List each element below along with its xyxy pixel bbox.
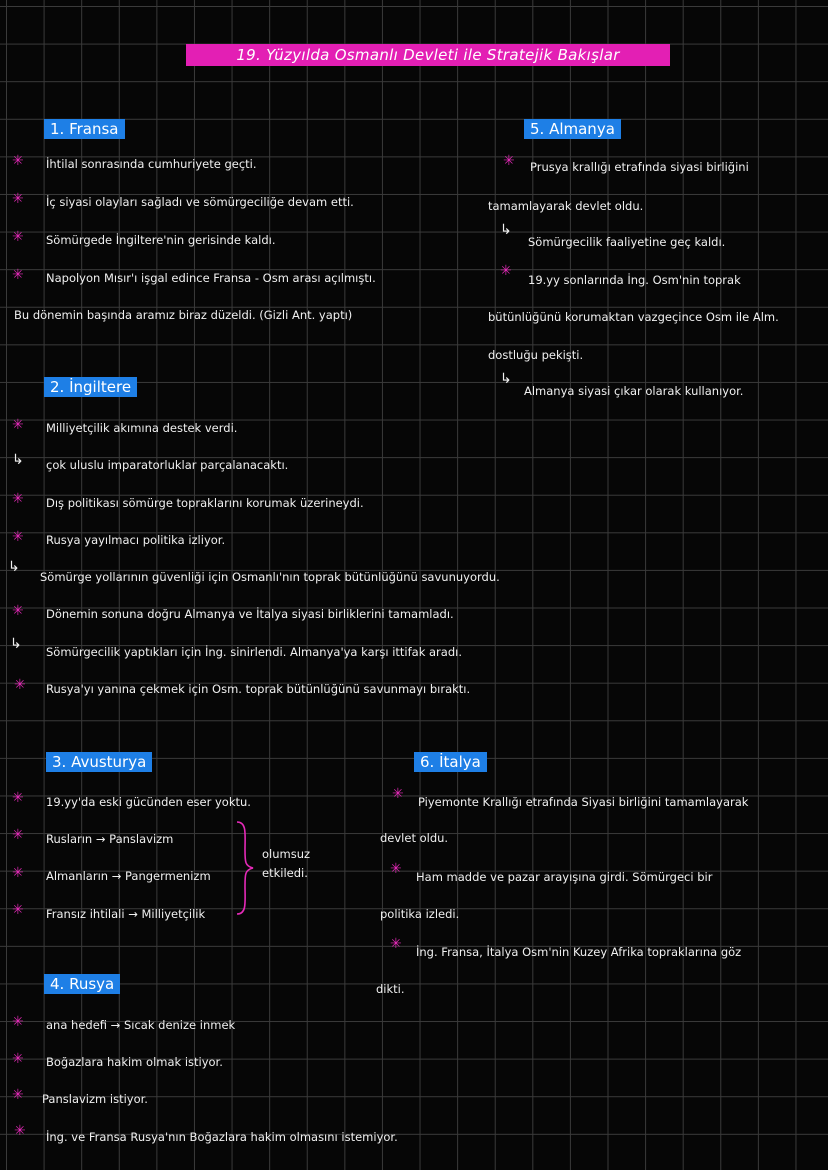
almanya-line-4: 19.yy sonlarında İng. Osm'nin toprak [528, 273, 741, 287]
avusturya-line-3: Almanların → Pangermenizm [46, 869, 211, 883]
italya-line-3: Ham madde ve pazar arayışına girdi. Sömürgeci bir [416, 870, 713, 884]
star-bullet-icon: ✳ [390, 861, 402, 877]
star-bullet-icon: ✳ [12, 603, 24, 619]
rusya-line-1: ana hedefi → Sıcak denize inmek [46, 1018, 236, 1032]
ingiltere-line-1: Milliyetçilik akımına destek verdi. [46, 421, 238, 435]
ingiltere-line-3: Dış politikası sömürge topraklarını korumak üzerineydi. [46, 496, 364, 510]
section-heading-rusya: 4. Rusya [44, 974, 120, 994]
fransa-line-1: İhtilal sonrasında cumhuriyete geçti. [46, 157, 257, 171]
star-bullet-icon: ✳ [392, 786, 404, 802]
ingiltere-line-4: Rusya yayılmacı politika izliyor. [46, 533, 226, 547]
ingiltere-line-2: çok uluslu imparatorluklar parçalanacaktı. [46, 458, 289, 472]
brace-note-1: olumsuz [262, 847, 311, 861]
star-bullet-icon: ✳ [503, 153, 515, 169]
ingiltere-line-8: Rusya'yı yanına çekmek için Osm. toprak bütünlüğünü savunmayı bıraktı. [46, 682, 471, 696]
star-bullet-icon: ✳ [12, 529, 24, 545]
avusturya-line-4: Fransız ihtilali → Milliyetçilik [46, 907, 206, 921]
section-heading-ingiltere: 2. İngiltere [44, 377, 137, 397]
ingiltere-line-6: Dönemin sonuna doğru Almanya ve İtalya siyasi birliklerini tamamladı. [46, 607, 454, 621]
turn-arrow-icon: ↳ [10, 636, 22, 652]
star-bullet-icon: ✳ [12, 267, 24, 283]
italya-line-1: Piyemonte Krallığı etrafında Siyasi birliğini tamamlayarak [418, 795, 749, 809]
fransa-line-3: Sömürgede İngiltere'nin gerisinde kaldı. [46, 233, 276, 247]
curly-brace-icon [233, 820, 255, 916]
almanya-line-2: tamamlayarak devlet oldu. [488, 199, 644, 213]
ingiltere-line-5: Sömürge yollarının güvenliği için Osmanlı'nın toprak bütünlüğünü savunuyordu. [40, 570, 500, 584]
star-bullet-icon: ✳ [12, 229, 24, 245]
star-bullet-icon: ✳ [14, 1123, 26, 1139]
rusya-line-4: İng. ve Fransa Rusya'nın Boğazlara hakim olmasını istemiyor. [46, 1130, 398, 1144]
star-bullet-icon: ✳ [12, 902, 24, 918]
turn-arrow-icon: ↳ [500, 222, 512, 238]
rusya-line-3: Panslavizm istiyor. [42, 1092, 148, 1106]
star-bullet-icon: ✳ [12, 191, 24, 207]
star-bullet-icon: ✳ [12, 1087, 24, 1103]
almanya-line-3: Sömürgecilik faaliyetine geç kaldı. [528, 235, 726, 249]
rusya-line-2: Boğazlara hakim olmak istiyor. [46, 1055, 223, 1069]
star-bullet-icon: ✳ [12, 417, 24, 433]
section-heading-italya: 6. İtalya [414, 752, 487, 772]
fransa-line-2: İç siyasi olayları sağladı ve sömürgeciliğe devam etti. [46, 195, 354, 209]
star-bullet-icon: ✳ [12, 1014, 24, 1030]
italya-line-2: devlet oldu. [380, 831, 449, 845]
section-heading-almanya: 5. Almanya [524, 119, 621, 139]
italya-line-5: İng. Fransa, İtalya Osm'nin Kuzey Afrika topraklarına göz [416, 945, 742, 959]
star-bullet-icon: ✳ [14, 677, 26, 693]
star-bullet-icon: ✳ [12, 153, 24, 169]
fransa-line-5: Bu dönemin başında aramız biraz düzeldi. (Gizli Ant. yaptı) [14, 308, 353, 322]
page-title: 19. Yüzyılda Osmanlı Devleti ile Stratejik Bakışlar [186, 44, 670, 66]
avusturya-line-1: 19.yy'da eski gücünden eser yoktu. [46, 795, 251, 809]
almanya-line-6: dostluğu pekişti. [488, 348, 584, 362]
section-heading-fransa: 1. Fransa [44, 119, 125, 139]
avusturya-line-2: Rusların → Panslavizm [46, 832, 174, 846]
turn-arrow-icon: ↳ [500, 371, 512, 387]
italya-line-4: politika izledi. [380, 907, 460, 921]
almanya-line-5: bütünlüğünü korumaktan vazgeçince Osm ile Alm. [488, 310, 779, 324]
brace-note-2: etkiledi. [262, 866, 308, 880]
star-bullet-icon: ✳ [12, 865, 24, 881]
almanya-line-1: Prusya krallığı etrafında siyasi birliğini [530, 160, 749, 174]
ingiltere-line-7: Sömürgecilik yaptıkları için İng. sinirlendi. Almanya'ya karşı ittifak aradı. [46, 645, 462, 659]
star-bullet-icon: ✳ [12, 491, 24, 507]
star-bullet-icon: ✳ [12, 827, 24, 843]
section-heading-avusturya: 3. Avusturya [46, 752, 152, 772]
turn-arrow-icon: ↳ [12, 452, 24, 468]
star-bullet-icon: ✳ [390, 936, 402, 952]
turn-arrow-icon: ↳ [8, 559, 20, 575]
fransa-line-4: Napolyon Mısır'ı işgal edince Fransa - Osm arası açılmıştı. [46, 271, 376, 285]
almanya-line-7: Almanya siyasi çıkar olarak kullanıyor. [524, 384, 744, 398]
italya-line-6: dikti. [376, 982, 405, 996]
star-bullet-icon: ✳ [12, 1051, 24, 1067]
star-bullet-icon: ✳ [12, 790, 24, 806]
star-bullet-icon: ✳ [500, 263, 512, 279]
